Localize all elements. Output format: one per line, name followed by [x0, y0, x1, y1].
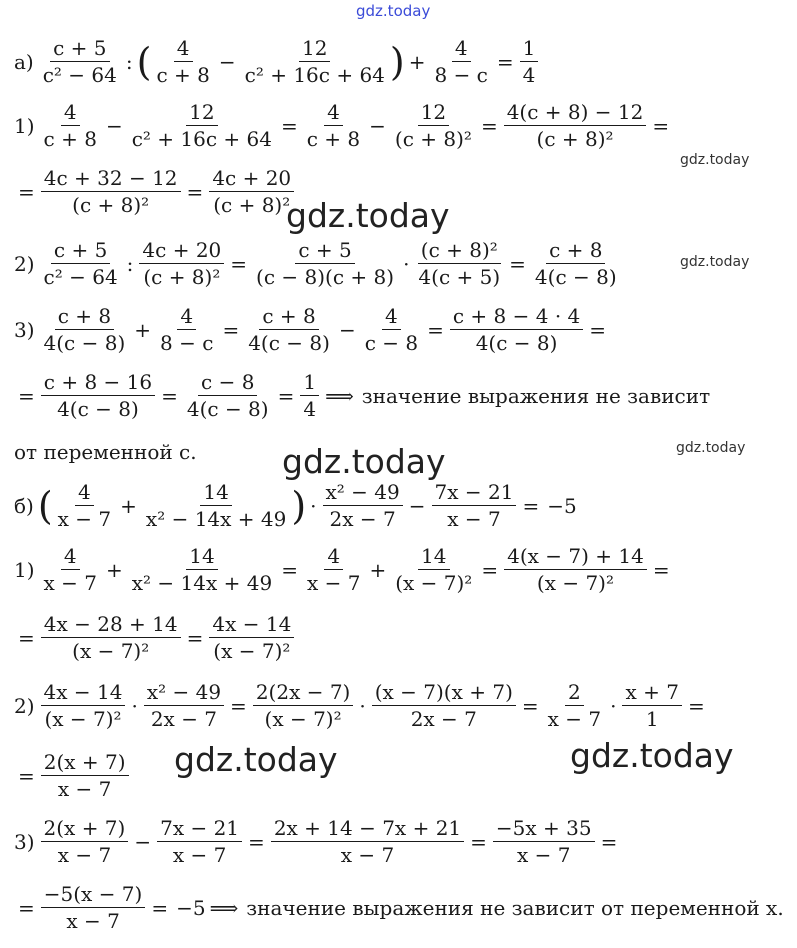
operator: :: [125, 49, 133, 74]
step-expression: [39, 816, 622, 867]
fraction: [55, 480, 114, 531]
fraction: [245, 304, 333, 355]
operator: =: [161, 383, 178, 408]
numerator: 4: [324, 100, 343, 126]
numerator: x² − 49: [144, 680, 224, 706]
step-label: 2): [14, 251, 35, 276]
operator: +: [134, 317, 152, 342]
parenthesis: ): [291, 483, 307, 528]
fraction: [157, 816, 242, 867]
fraction: [41, 238, 121, 289]
watermark-top: gdz.today: [356, 2, 431, 20]
operator: =: [427, 317, 444, 342]
fraction: [323, 480, 403, 531]
fraction: [129, 544, 275, 595]
operator: =: [521, 693, 539, 718]
numerator: 4: [324, 544, 343, 570]
fraction: [157, 304, 216, 355]
operator: ·: [310, 493, 317, 518]
fraction: [209, 166, 294, 217]
denominator: (c + 8)²: [72, 193, 150, 217]
operator: =: [496, 49, 514, 74]
denominator: 4: [522, 63, 536, 87]
fraction: [392, 544, 475, 595]
part-a-step1-cont: [14, 166, 296, 217]
step-expression: [14, 750, 131, 801]
part-b-label: б): [14, 493, 34, 518]
step-expression: [39, 238, 622, 289]
denominator: c + 8: [306, 127, 361, 151]
fraction: [415, 238, 503, 289]
fraction: [532, 238, 620, 289]
fraction: [139, 238, 224, 289]
numerator: c + 8 − 16: [41, 370, 155, 396]
fraction: [129, 100, 275, 151]
denominator: c² − 64: [43, 265, 118, 289]
operator: =: [470, 829, 487, 854]
fraction: [545, 680, 604, 731]
operator: ·: [359, 693, 366, 718]
numerator: 1: [520, 36, 539, 62]
watermark-big: gdz.today: [570, 736, 734, 775]
numerator: 4(x − 7) + 14: [504, 544, 647, 570]
operator: =: [230, 251, 248, 276]
fraction: [41, 680, 126, 731]
denominator: 2x − 7: [150, 707, 218, 731]
fraction: [493, 816, 595, 867]
fraction: [504, 100, 647, 151]
numerator: 14: [418, 544, 449, 570]
fraction: [41, 304, 129, 355]
part-b-task: [14, 480, 577, 531]
denominator: (c − 8)(c + 8): [256, 265, 395, 289]
denominator: x − 7: [340, 843, 395, 867]
denominator: (c + 8)²: [213, 193, 291, 217]
fraction: [242, 36, 388, 87]
numerator: 12: [299, 36, 330, 62]
operator: =: [589, 317, 607, 342]
operator: +: [106, 557, 123, 582]
part-b-step3-cont: [14, 882, 784, 933]
fraction: [153, 36, 212, 87]
denominator: 4(c − 8): [248, 331, 330, 355]
operator: =: [481, 557, 499, 582]
fraction: [504, 544, 647, 595]
denominator: x − 7: [43, 571, 98, 595]
step-expression: [14, 612, 296, 663]
operator: =: [186, 625, 204, 650]
operator: ·: [131, 693, 138, 718]
denominator: (c + 8)²: [536, 127, 614, 151]
math-text: −5: [176, 895, 206, 920]
fraction: [41, 166, 181, 217]
numerator: 4x − 14: [41, 680, 126, 706]
numerator: 2(x + 7): [41, 750, 129, 776]
fraction: [300, 370, 319, 421]
part-a-step3-cont: [14, 370, 710, 421]
operator: =: [186, 179, 204, 204]
fraction: [253, 238, 397, 289]
operator: =: [248, 829, 265, 854]
numerator: 2(x + 7): [41, 816, 129, 842]
part-b-step1-cont: [14, 612, 296, 663]
numerator: 4: [452, 36, 471, 62]
operator: =: [18, 383, 35, 408]
watermark-big: gdz.today: [174, 740, 338, 779]
numerator: 4c + 32 − 12: [41, 166, 181, 192]
math-text: значение выражения не зависит от переменной x.: [246, 895, 784, 920]
denominator: x − 7: [66, 909, 120, 933]
fraction: [304, 544, 363, 595]
operator: =: [652, 557, 670, 582]
denominator: 4(c − 8): [534, 265, 617, 289]
operator: −: [369, 113, 386, 138]
denominator: x² − 14x + 49: [131, 571, 273, 595]
fraction: [41, 816, 129, 867]
fraction: [209, 612, 294, 663]
numerator: 4x − 14: [209, 612, 294, 638]
fraction: [40, 36, 120, 87]
operator: +: [120, 493, 137, 518]
numerator: −5x + 35: [493, 816, 595, 842]
numerator: (c + 8)²: [418, 238, 501, 264]
fraction: [41, 750, 129, 801]
operator: =: [222, 317, 240, 342]
watermark-big: gdz.today: [282, 442, 446, 481]
fraction: [362, 304, 421, 355]
numerator: c + 5: [50, 36, 109, 62]
part-a-step1: [14, 100, 673, 151]
part-a-step2: [14, 238, 622, 289]
step-label: 2): [14, 693, 35, 718]
numerator: 4: [61, 544, 80, 570]
denominator: 4(c + 5): [418, 265, 501, 289]
fraction: [41, 370, 155, 421]
denominator: (x − 7)²: [44, 707, 122, 731]
denominator: x − 7: [172, 843, 227, 867]
operator: +: [369, 557, 387, 582]
part-b-step1: [14, 544, 674, 595]
numerator: 4c + 20: [139, 238, 224, 264]
numerator: 4(c + 8) − 12: [504, 100, 647, 126]
denominator: x − 7: [57, 507, 112, 531]
fraction: [41, 100, 100, 151]
denominator: c − 8: [364, 331, 419, 355]
part-a-label: а): [14, 49, 34, 74]
watermark-small: gdz.today: [680, 254, 750, 270]
math-text: −5: [547, 493, 577, 518]
numerator: 4: [177, 304, 196, 330]
operator: =: [281, 557, 298, 582]
operator: −: [408, 493, 426, 518]
operator: =: [18, 625, 35, 650]
numerator: c + 5: [51, 238, 110, 264]
denominator: 4(c − 8): [43, 331, 126, 355]
parenthesis: ): [389, 39, 405, 84]
numerator: (x − 7)(x + 7): [372, 680, 516, 706]
denominator: x − 7: [517, 843, 571, 867]
operator: =: [18, 179, 35, 204]
conclusion-text: от переменной c.: [14, 440, 197, 464]
step-expression: [14, 166, 296, 217]
fraction: [392, 100, 475, 151]
fraction: [41, 544, 100, 595]
denominator: (c + 8)²: [143, 265, 221, 289]
operator: =: [18, 895, 35, 920]
watermark-big: gdz.today: [286, 196, 450, 235]
numerator: −5(x − 7): [41, 882, 146, 908]
step-expression: [39, 544, 674, 595]
fraction: [622, 680, 681, 731]
operator: =: [151, 895, 169, 920]
numerator: 4x − 28 + 14: [41, 612, 181, 638]
operator: ·: [610, 693, 617, 718]
denominator: c² − 64: [42, 63, 117, 87]
numerator: 12: [186, 100, 217, 126]
task-expression: [38, 36, 541, 87]
operator: =: [18, 763, 35, 788]
denominator: (x − 7)²: [536, 571, 615, 595]
step-label: 1): [14, 557, 35, 582]
part-a-task: [14, 36, 540, 87]
fraction: [372, 680, 516, 731]
numerator: 7x − 21: [157, 816, 242, 842]
step-expression: [14, 882, 784, 933]
part-a-conclusion: [14, 440, 197, 464]
denominator: 8 − c: [434, 63, 488, 87]
operator: +: [408, 49, 426, 74]
operator: ·: [403, 251, 410, 276]
operator: =: [230, 693, 247, 718]
denominator: 4(c − 8): [57, 397, 139, 421]
denominator: (x − 7)²: [395, 571, 473, 595]
step-label: 3): [14, 829, 35, 854]
denominator: 2x − 7: [329, 507, 396, 531]
numerator: 2x + 14 − 7x + 21: [271, 816, 464, 842]
math-text: значение выражения не зависит: [361, 383, 711, 408]
denominator: x − 7: [447, 507, 501, 531]
numerator: c + 8 − 4 · 4: [450, 304, 583, 330]
denominator: (x − 7)²: [213, 639, 291, 663]
denominator: x − 7: [57, 843, 112, 867]
fraction: [41, 612, 181, 663]
denominator: c² + 16c + 64: [131, 127, 272, 151]
denominator: (x − 7)²: [264, 707, 342, 731]
numerator: c + 8: [546, 238, 605, 264]
numerator: 14: [200, 480, 231, 506]
numerator: 2: [565, 680, 584, 706]
numerator: 4: [61, 100, 80, 126]
part-b-step2-cont: [14, 750, 131, 801]
numerator: 4: [382, 304, 401, 330]
denominator: c + 8: [156, 63, 210, 87]
parenthesis: (: [37, 483, 53, 528]
operator: =: [600, 829, 618, 854]
numerator: x + 7: [622, 680, 681, 706]
fraction: [432, 480, 517, 531]
numerator: 4c + 20: [209, 166, 294, 192]
operator: −: [105, 113, 123, 138]
numerator: 14: [186, 544, 217, 570]
denominator: 4(c − 8): [186, 397, 269, 421]
step-label: 3): [14, 317, 35, 342]
numerator: 4: [174, 36, 193, 62]
denominator: 2x − 7: [410, 707, 477, 731]
operator: =: [522, 493, 540, 518]
fraction: [450, 304, 583, 355]
step-expression: [14, 370, 710, 421]
operator: ⟹: [325, 383, 354, 408]
operator: =: [480, 113, 498, 138]
operator: =: [277, 383, 295, 408]
denominator: (x − 7)²: [72, 639, 150, 663]
numerator: 1: [300, 370, 319, 396]
fraction: [184, 370, 272, 421]
operator: −: [134, 829, 152, 854]
numerator: 2(2x − 7): [253, 680, 354, 706]
fraction: [520, 36, 539, 87]
fraction: [143, 480, 289, 531]
denominator: x − 7: [306, 571, 361, 595]
denominator: c + 8: [43, 127, 97, 151]
operator: −: [338, 317, 356, 342]
numerator: c + 5: [295, 238, 354, 264]
step-expression: [39, 100, 674, 151]
operator: :: [126, 251, 134, 276]
step-label: 1): [14, 113, 35, 138]
numerator: 7x − 21: [432, 480, 517, 506]
denominator: 1: [645, 707, 659, 731]
operator: =: [652, 113, 670, 138]
task-expression: [38, 480, 577, 531]
numerator: c + 8: [55, 304, 114, 330]
operator: −: [218, 49, 236, 74]
watermark-small: gdz.today: [680, 152, 750, 168]
numerator: c − 8: [198, 370, 257, 396]
denominator: x − 7: [547, 707, 602, 731]
part-b-step3: [14, 816, 621, 867]
numerator: 4: [75, 480, 94, 506]
watermark-small: gdz.today: [676, 440, 746, 456]
step-expression: [39, 304, 611, 355]
denominator: c² + 16c + 64: [244, 63, 385, 87]
fraction: [304, 100, 363, 151]
denominator: (c + 8)²: [394, 127, 472, 151]
denominator: 4: [303, 397, 317, 421]
denominator: x − 7: [57, 777, 112, 801]
denominator: 8 − c: [160, 331, 214, 355]
fraction: [144, 680, 224, 731]
fraction: [253, 680, 354, 731]
parenthesis: (: [136, 39, 152, 84]
denominator: x² − 14x + 49: [145, 507, 287, 531]
fraction: [431, 36, 490, 87]
operator: =: [687, 693, 705, 718]
operator: ⟹: [209, 895, 239, 920]
numerator: x² − 49: [323, 480, 403, 506]
part-a-step3: [14, 304, 610, 355]
numerator: 12: [418, 100, 449, 126]
step-expression: [39, 680, 709, 731]
fraction: [271, 816, 464, 867]
numerator: c + 8: [259, 304, 318, 330]
denominator: 4(c − 8): [475, 331, 558, 355]
fraction: [41, 882, 146, 933]
part-b-step2: [14, 680, 709, 731]
operator: =: [280, 113, 298, 138]
operator: =: [509, 251, 526, 276]
